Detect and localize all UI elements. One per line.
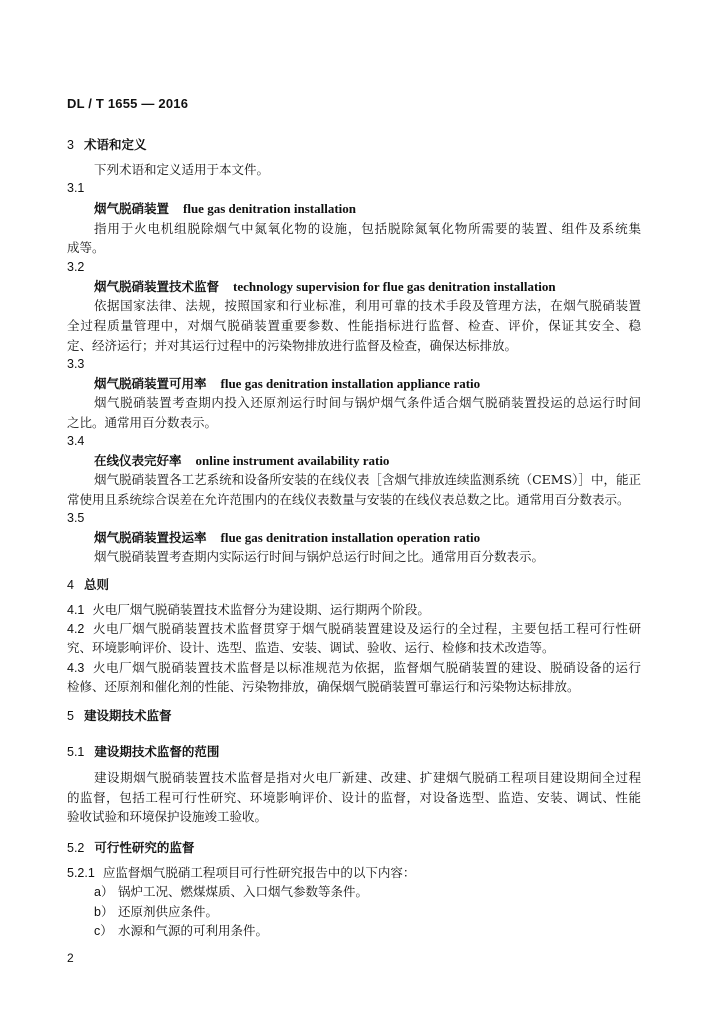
- section-3-intro: 下列术语和定义适用于本文件。: [94, 162, 270, 177]
- clause-4-2-line: 究、环境影响评价、设计、选型、监造、安装、调试、验收、运行、检修和技术改造等。: [67, 640, 555, 655]
- section-5-1-heading: 5.1 建设期技术监督的范围: [67, 744, 220, 759]
- term-3-2-definition-line: 全过程质量管理中，对烟气脱硝装置重要参数、性能指标进行监督、检查、评价，保证其安全、稳: [67, 318, 641, 333]
- clause-5-2-1: 5.2.1 应监督烟气脱硝工程项目可行性研究报告中的以下内容：: [67, 865, 416, 880]
- clause-4-1: 4.1 火电厂烟气脱硝装置技术监督分为建设期、运行期两个阶段。: [67, 602, 430, 617]
- term-3-4-number: 3.4: [67, 434, 85, 448]
- term-3-4-title: 在线仪表完好率 online instrument availability ratio: [94, 453, 390, 468]
- standard-code-header: DL / T 1655 — 2016: [67, 96, 189, 111]
- section-5-1-line: 建设期烟气脱硝装置技术监督是指对火电厂新建、改建、扩建烟气脱硝工程项目建设期间全过程: [94, 770, 641, 785]
- term-3-4-definition-line: 烟气脱硝装置各工艺系统和设备所安装的在线仪表［含烟气排放连续监测系统（CEMS）］中，能正: [94, 472, 641, 487]
- section-5-heading: 5 建设期技术监督: [67, 708, 172, 723]
- term-3-3-definition-line: 之比。通常用百分数表示。: [67, 415, 218, 430]
- term-3-1-definition-line: 成等。: [67, 240, 105, 255]
- term-3-2-definition-line: 定、经济运行；并对其运行过程中的污染物排放进行监督及检查，确保达标排放。: [67, 338, 518, 353]
- section-5-2-heading: 5.2 可行性研究的监督: [67, 840, 195, 855]
- term-3-3-number: 3.3: [67, 357, 85, 371]
- list-item-a: a） 锅炉工况、燃煤煤质、入口烟气参数等条件。: [94, 884, 369, 899]
- term-3-2-title: 烟气脱硝装置技术监督 technology supervision for flue gas denitration installation: [94, 279, 556, 294]
- term-3-5-number: 3.5: [67, 511, 85, 525]
- term-3-1-title: 烟气脱硝装置 flue gas denitration installation: [94, 201, 357, 216]
- term-3-1-definition-line: 指用于火电机组脱除烟气中氮氧化物的设施，包括脱除氮氧化物所需要的装置、组件及系统集: [94, 221, 641, 236]
- section-5-1-line: 验收试验和环境保护设施竣工验收。: [67, 809, 268, 824]
- term-3-5-definition-line: 烟气脱硝装置考查期内实际运行时间与锅炉总运行时间之比。通常用百分数表示。: [94, 549, 545, 564]
- term-3-2-number: 3.2: [67, 260, 85, 274]
- clause-4-3: 4.3 火电厂烟气脱硝装置技术监督是以标准规范为依据，监督烟气脱硝装置的建设、脱硝设备的运行: [67, 660, 641, 675]
- list-item-c: c） 水源和气源的可利用条件。: [94, 923, 269, 938]
- term-3-2-definition-line: 依据国家法律、法规，按照国家和行业标准，利用可靠的技术手段及管理方法，在烟气脱硝装置: [94, 298, 641, 313]
- term-3-3-title: 烟气脱硝装置可用率 flue gas denitration installation appliance ratio: [94, 376, 481, 391]
- term-3-5-title: 烟气脱硝装置投运率 flue gas denitration installation operation ratio: [94, 530, 481, 545]
- term-3-1-number: 3.1: [67, 181, 85, 195]
- section-5-1-line: 的监督，包括工程可行性研究、环境影响评价、设计的监督，对设备选型、监造、安装、调试、性能: [67, 790, 641, 805]
- term-3-4-definition-line: 常使用且系统综合误差在允许范围内的在线仪表数量与安装的在线仪表总数之比。通常用百分数表示。: [67, 492, 630, 507]
- section-4-heading: 4 总则: [67, 577, 109, 592]
- page-number: 2: [67, 951, 74, 965]
- section-3-heading: 3 术语和定义: [67, 137, 147, 152]
- term-3-3-definition-line: 烟气脱硝装置考查期内投入还原剂运行时间与锅炉烟气条件适合烟气脱硝装置投运的总运行时间: [94, 395, 641, 410]
- list-item-b: b） 还原剂供应条件。: [94, 904, 219, 919]
- clause-4-2: 4.2 火电厂烟气脱硝装置技术监督贯穿于烟气脱硝装置建设及运行的全过程，主要包括工程可行性研: [67, 621, 641, 636]
- clause-4-3-line: 检修、还原剂和催化剂的性能、污染物排放，确保烟气脱硝装置可靠运行和污染物达标排放。: [67, 679, 580, 694]
